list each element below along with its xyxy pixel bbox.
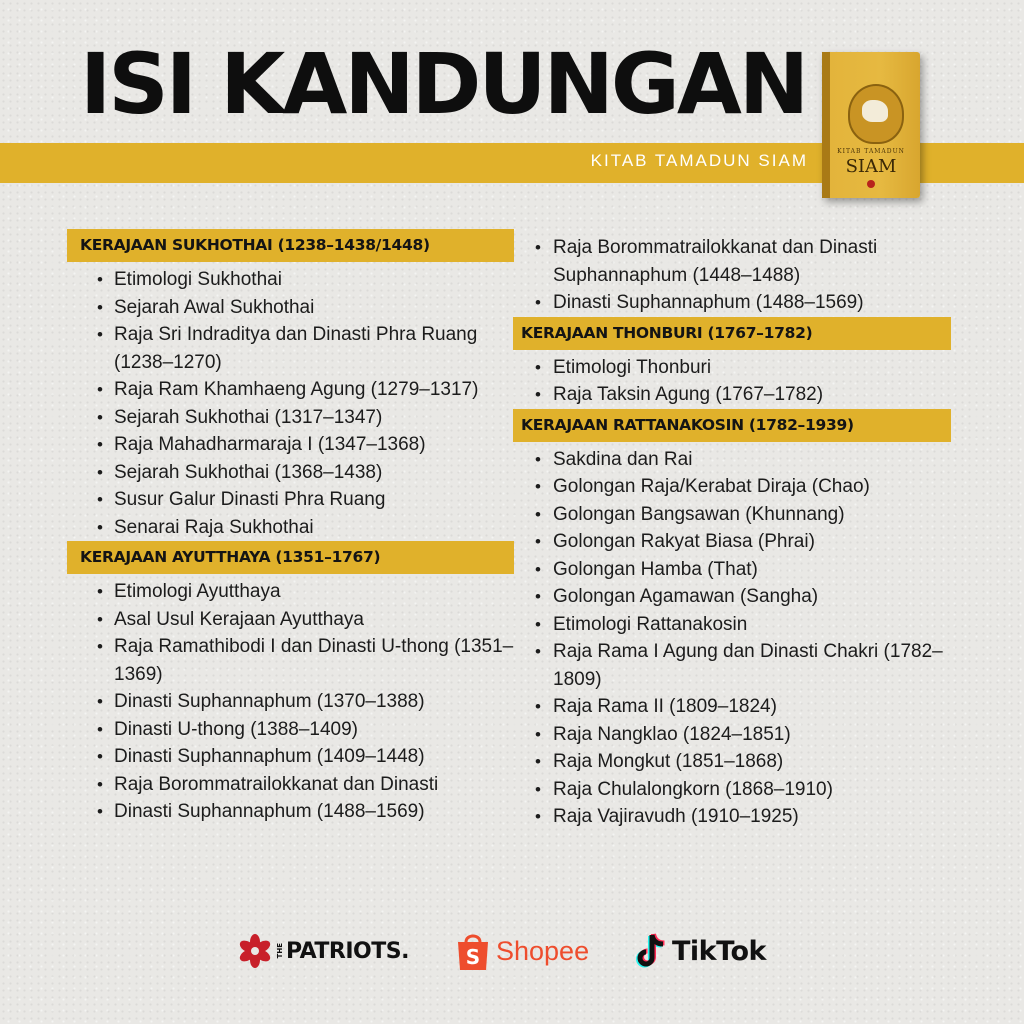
book-cover-small-title: KITAB TAMADUN bbox=[837, 148, 905, 155]
section-heading-sukhothai: KERAJAAN SUKHOTHAI (1238–1438/1448) bbox=[67, 229, 514, 262]
shopee-bag-icon bbox=[454, 930, 492, 972]
list-item: • Dinasti Suphannaphum (1370–1388) bbox=[67, 688, 517, 716]
patriots-the-label: THE bbox=[276, 943, 284, 959]
patriots-logo[interactable] bbox=[238, 928, 409, 974]
tiktok-note-icon bbox=[636, 932, 668, 970]
list-item: • Raja Chulalongkorn (1868–1910) bbox=[513, 776, 983, 804]
list-item: • Raja Nangklao (1824–1851) bbox=[513, 721, 983, 749]
tiktok-label: TikTok bbox=[672, 935, 766, 967]
section-heading-thonburi: KERAJAAN THONBURI (1767–1782) bbox=[513, 317, 951, 350]
list-item: • Golongan Raja/Kerabat Diraja (Chao) bbox=[513, 473, 983, 501]
list-item: • Golongan Hamba (That) bbox=[513, 556, 983, 584]
elephant-emblem-icon bbox=[848, 84, 904, 144]
list-item: • Raja Ramathibodi I dan Dinasti U-thong (1351–1369) bbox=[67, 633, 517, 688]
section-list-rattanakosin bbox=[513, 446, 983, 831]
list-item: • Raja Taksin Agung (1767–1782) bbox=[513, 381, 983, 409]
list-item: • Dinasti U-thong (1388–1409) bbox=[67, 716, 517, 744]
shopee-label: Shopee bbox=[496, 935, 590, 966]
tiktok-logo[interactable] bbox=[636, 928, 766, 974]
patriots-flower-icon bbox=[238, 934, 272, 968]
list-item: • Sejarah Awal Sukhothai bbox=[67, 294, 517, 322]
right-column bbox=[513, 234, 983, 831]
list-item: • Raja Sri Indraditya dan Dinasti Phra Ruang (1238–1270) bbox=[67, 321, 517, 376]
section-list-sukhothai bbox=[67, 266, 517, 541]
list-item: • Raja Rama I Agung dan Dinasti Chakri (1782–1809) bbox=[513, 638, 983, 693]
list-item: • Dinasti Suphannaphum (1409–1448) bbox=[67, 743, 517, 771]
list-item: • Susur Galur Dinasti Phra Ruang bbox=[67, 486, 517, 514]
list-item: • Golongan Rakyat Biasa (Phrai) bbox=[513, 528, 983, 556]
page-title: ISI KANDUNGAN bbox=[80, 35, 807, 133]
list-item: • Raja Rama II (1809–1824) bbox=[513, 693, 983, 721]
section-heading-rattanakosin: KERAJAAN RATTANAKOSIN (1782–1939) bbox=[513, 409, 951, 442]
list-item: • Etimologi Rattanakosin bbox=[513, 611, 983, 639]
list-item: • Senarai Raja Sukhothai bbox=[67, 514, 517, 542]
shopee-logo[interactable] bbox=[454, 928, 589, 974]
list-item: • Raja Borommatrailokkanat dan Dinasti Suphannaphum (1448–1488) bbox=[513, 234, 983, 289]
list-item: • Raja Mongkut (1851–1868) bbox=[513, 748, 983, 776]
list-item: • Raja Mahadharmaraja I (1347–1368) bbox=[67, 431, 517, 459]
list-item: • Sakdina dan Rai bbox=[513, 446, 983, 474]
continued-list bbox=[513, 234, 983, 317]
list-item: • Raja Vajiravudh (1910–1925) bbox=[513, 803, 983, 831]
svg-text:S: S bbox=[465, 945, 481, 969]
list-item: • Raja Ram Khamhaeng Agung (1279–1317) bbox=[67, 376, 517, 404]
patriots-label: PATRIOTS. bbox=[286, 938, 409, 964]
list-item: • Golongan Bangsawan (Khunnang) bbox=[513, 501, 983, 529]
list-item: • Etimologi Thonburi bbox=[513, 354, 983, 382]
list-item: • Etimologi Sukhothai bbox=[67, 266, 517, 294]
book-cover-image bbox=[822, 52, 920, 198]
section-heading-ayutthaya: KERAJAAN AYUTTHAYA (1351–1767) bbox=[67, 541, 514, 574]
publisher-logo-icon bbox=[867, 180, 875, 188]
section-list-ayutthaya bbox=[67, 578, 517, 826]
list-item: • Etimologi Ayutthaya bbox=[67, 578, 517, 606]
book-cover-big-title: SIAM bbox=[845, 156, 897, 177]
book-subtitle: KITAB TAMADUN SIAM bbox=[590, 151, 808, 170]
footer-logos bbox=[0, 928, 1024, 974]
section-list-thonburi bbox=[513, 354, 983, 409]
list-item: • Dinasti Suphannaphum (1488–1569) bbox=[67, 798, 517, 826]
list-item: • Sejarah Sukhothai (1368–1438) bbox=[67, 459, 517, 487]
list-item: • Dinasti Suphannaphum (1488–1569) bbox=[513, 289, 983, 317]
list-item: • Asal Usul Kerajaan Ayutthaya bbox=[67, 606, 517, 634]
list-item: • Raja Borommatrailokkanat dan Dinasti bbox=[67, 771, 517, 799]
list-item: • Sejarah Sukhothai (1317–1347) bbox=[67, 404, 517, 432]
left-column bbox=[67, 229, 517, 826]
list-item: • Golongan Agamawan (Sangha) bbox=[513, 583, 983, 611]
